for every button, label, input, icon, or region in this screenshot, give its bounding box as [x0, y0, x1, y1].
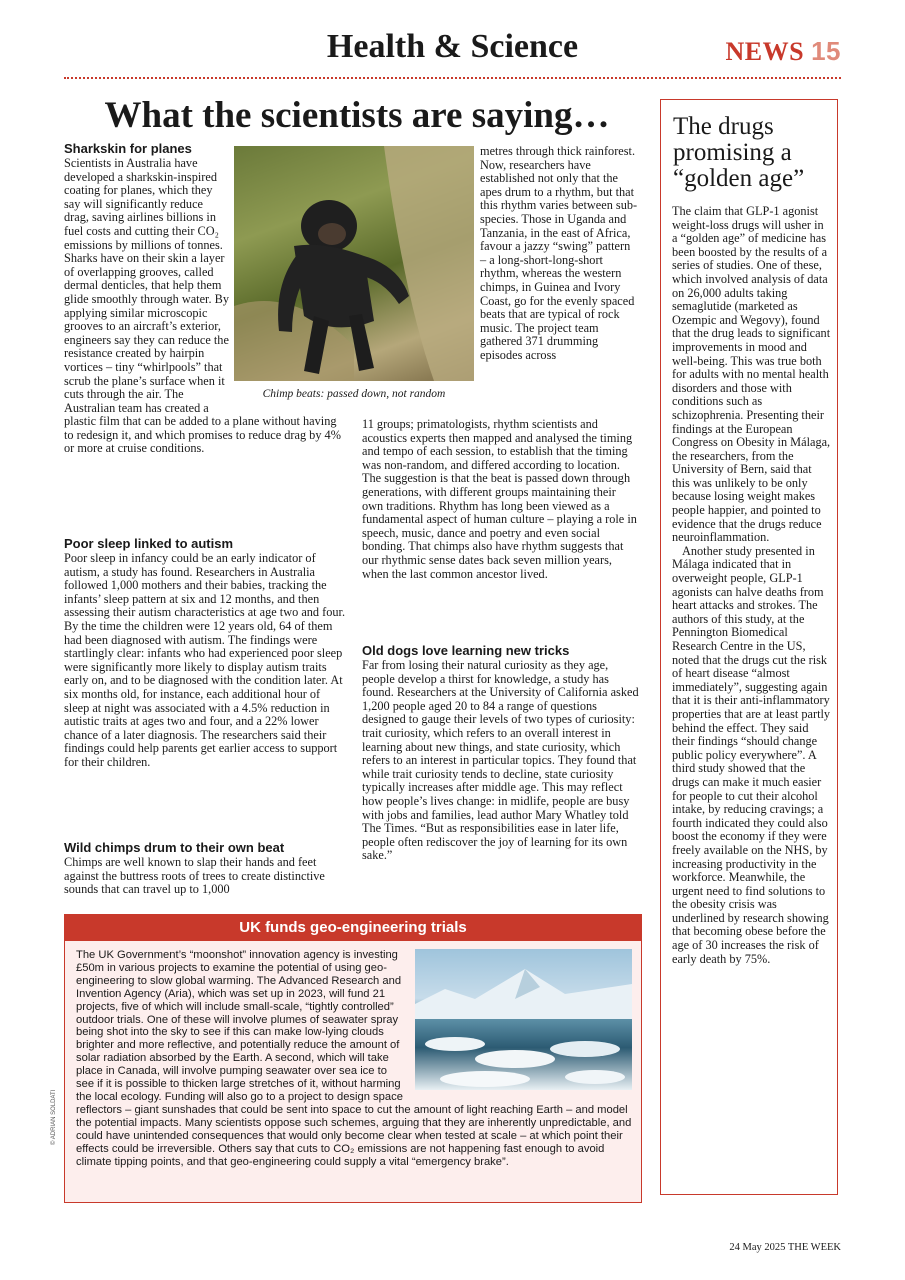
article-chimps-continued: [480, 145, 638, 363]
photo-credit: © ADRIAN SOLDATI: [51, 1089, 57, 1145]
article-sleep: [64, 536, 346, 770]
main-headline: What the scientists are saying…: [104, 95, 610, 136]
sea-ice-photo: [415, 949, 632, 1090]
page-label: [726, 36, 842, 67]
article-dogs: [362, 643, 642, 863]
box-title: UK funds geo-engineering trials: [65, 915, 641, 941]
article-sharkskin-top: [64, 141, 234, 157]
article-title-chimps: Wild chimps drum to their own beat: [64, 840, 285, 855]
news-label: NEWS: [725, 37, 805, 66]
article-title-dogs: Old dogs love learning new tricks: [362, 643, 570, 658]
header-rule: [64, 77, 841, 79]
sidebar-title: The drugs promising a “golden age”: [673, 113, 805, 192]
article-text-chimps-c: 11 groups; primatologists, rhythm scientists and acoustics experts then mapped and analysed the timing and tempo of each session, to establish that the timing was non-random, and differed according to location. The suggestion is that the beat is passed down through generations, with different groups maintaining their own traditions. Rhythm has long been viewed as a fundamental aspect of human culture – playing a role in speech, music, dance and poetry and even social bonding. That chimps also have rhythm suggests that our rhythmic sense dates back seven million years, when the last common ancestor lived.: [362, 417, 637, 581]
article-text-chimps-a: Chimps are well known to slap their hands and feet against the buttress roots of trees to create distinctive sounds that can travel up to 1,000: [64, 855, 325, 897]
chimp-illustration: [234, 146, 474, 381]
sidebar-glp1: [660, 99, 838, 1195]
article-chimps-end: [362, 418, 639, 581]
sidebar-paragraph-1: The claim that GLP-1 agonist weight-loss drugs will usher in a “golden age” of medicine has been boosted by the results of a series of studies. One of these, which involved analysis of data on 26,000 adults taking semaglutide (marketed as Ozempic and Wegovy), found that the drug leads to significant improvements in mood and well-being. This was true both for adults with no mental health disorders and those with conditions such as schizophrenia. Presenting their findings at the European Congress on Obesity in Málaga, the researchers, from the University of Bern, said that this was unlikely to be only because losing weight makes people happier, and pointed to evidence that the drugs reduce neuroinflammation.: [672, 204, 831, 545]
box-body: [76, 949, 632, 1168]
chimp-photo-caption: Chimp beats: passed down, not random: [262, 388, 446, 400]
page-footer: 24 May 2025 THE WEEK: [729, 1242, 841, 1253]
article-chimps-start: [64, 840, 346, 897]
article-text-chimps-b: metres through thick rainforest. Now, researchers have established not only that the apes drum to a rhythm, but that this rhythm varies between sub-species. Those in Uganda and Tanzania, in the east of Africa, favour a jazzy “swing” pattern – a long-short-long-short rhythm, whereas the western chimps, in Guinea and Ivory Coast, go for the evenly spaced beats that are typical of rock music. The project team gathered 371 drumming episodes across: [480, 144, 638, 362]
article-text-sleep: Poor sleep in infancy could be an early indicator of autism, a study has found. Researchers in Australia followed 1,000 mothers and their babies, tracking the infants’ sleep pattern at six and 12 months, and then assessing their autism characteristics at age two and four. By the time the children were 12 years old, 64 of them had been diagnosed with autism. The findings were startlingly clear: infants who had experienced poor sleep were significantly more likely to display autism traits early on, and to be diagnosed with the condition later. At six months old, for instance, each additional hour of sleep at night was associated with a 4.5% reduction in autistic traits at ages two and four, and a 22% lower chance of a later diagnosis. The researchers said their findings could help parents get earlier access to support for their children.: [64, 551, 346, 769]
article-text-sharkskin: Scientists in Australia have developed a sharkskin-inspired coating for planes, which they say will significantly reduce drag, saving airlines billions in fuel costs and cutting their CO₂ emissions by millions of tonnes. Sharks have on their skin a layer of overlapping grooves, called dermal denticles, that help them glide smoothly through water. By applying similar microscopic grooves to an aircraft’s exterior, engineers say they can reduce the resistance created by hairpin vortices – tiny “whirlpools” that scrub the plane’s surface when it cuts through the air. The Australian team has created a plastic film that can be added to a plane without having to redesign it, and which promises to reduce drag by 4% or more at cruise conditions.: [64, 157, 341, 456]
sidebar-text: [672, 205, 832, 966]
sidebar-paragraph-2: Another study presented in Málaga indicated that in overweight people, GLP-1 agonists can halve deaths from heart attacks and strokes. The authors of this study, at the Pennington Biomedical Research Centre in the US, noted that the drugs cut the risk of heart disease “almost immediately”, suggesting again that it is their anti-inflammatory properties that are at least partly behind the effect. They said their findings “should change public policy everywhere”. A third study showed that the drugs can make it much easier for people to cut their alcohol intake, by reducing cravings; a fourth indicated they could also boost the economy if they were freely available on the NHS, by increasing productivity in the workforce. Meanwhile, the urgent need to find solutions to the obesity crisis was underlined by research showing that becoming obese before the age of 30 increases the risk of early death by 75%.: [672, 543, 831, 966]
article-text-dogs: Far from losing their natural curiosity as they age, people develop a thirst for knowledge, a study has found. Researchers at the University of California asked 1,200 people aged 20 to 84 a range of questions designed to gauge their levels of two types of curiosity: trait curiosity, which refers to an overall interest in learning about new things, and state curiosity, which refers to an interest in particular topics. They found that while trait curiosity tends to decline, state curiosity typically increases after middle age. This may reflect how people’s lives change: in midlife, people are busy with jobs and families, lead author Mary Whatley told The Times. “But as responsibilities ease in later life, people often rediscover the joy of learning for its own sake.”: [362, 658, 639, 863]
chimp-photo: [234, 146, 474, 381]
section-title: Health & Science: [326, 28, 579, 65]
article-title-sleep: Poor sleep linked to autism: [64, 536, 234, 551]
sea-ice-illustration: [415, 949, 632, 1090]
article-title-sharkskin: Sharkskin for planes: [64, 141, 192, 156]
box-text: The UK Government’s “moonshot” innovation agency is investing £50m in various projects to examine the potential of using geo-engineering to slow global warming. The Advanced Research and Invention Agency (Aria), which was set up in 2023, will fund 21 projects, five of which will include small-scale, “tightly controlled” outdoor trials. One of these will involve plumes of seawater spray being shot into the sky to see if this can make low-lying clouds brighter and more reflective, and potentially reduce the amount of solar radiation absorbed by the Earth. A second, which will take place in Canada, will involve pumping seawater over sea ice to see if it is possible to thicken large stretches of it, without harming the local ecology. Funding will also go to a project to design space reflectors – giant sunshades that could be sent into space to cut the amount of light reaching Earth – and model the potential impacts. Many scientists oppose such schemes, arguing that they are inherently unpredictable, and could have unintended consequences that would only become clear when tested at scale – at which point their effects could be irreversible. Others say that cuts to CO₂ emissions are not happening fast enough to avoid climate tipping points, and that geo-engineering could supply a vital “emergency brake”.: [76, 949, 632, 1168]
page-number: 15: [811, 36, 841, 66]
geoengineering-box: [64, 914, 642, 1203]
